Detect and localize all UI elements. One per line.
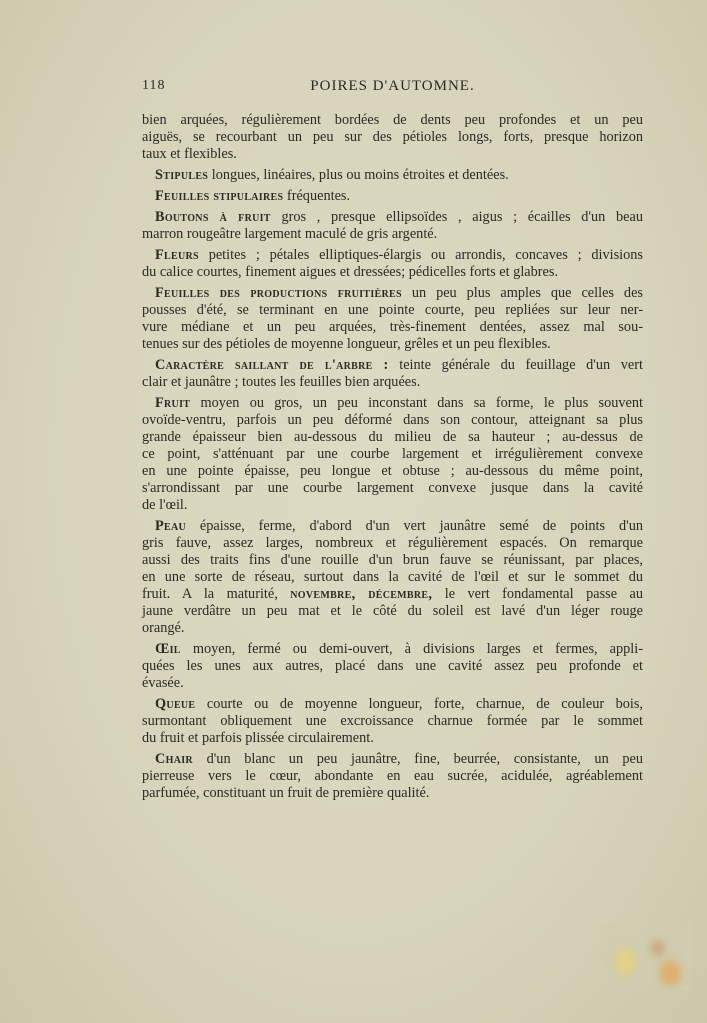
text-line xyxy=(142,768,643,785)
line-text: quées les unes aux autres, placé dans une cavité assez peu profonde et xyxy=(142,658,643,674)
text-line xyxy=(142,603,643,620)
paragraph xyxy=(142,188,643,205)
text-line xyxy=(142,209,643,226)
line-text: taux et flexibles. xyxy=(142,146,237,162)
line-text: parfumée, constituant un fruit de première qualité. xyxy=(142,785,430,801)
line-text: teinte générale du feuillage d'un vert xyxy=(388,357,644,373)
line-text: bien arquées, régulièrement bordées de dents peu profondes et un peu xyxy=(142,112,643,128)
paragraph xyxy=(142,357,643,391)
text-line xyxy=(142,412,643,429)
line-text: du calice courtes, finement aigues et dressées; pédicelles forts et glabres. xyxy=(142,264,559,280)
line-text: ovoïde-ventru, parfois un peu déformé dans son contour, atteignant sa plus xyxy=(142,412,643,428)
emphasized-text: novembre, décembre, xyxy=(290,586,433,602)
paragraph xyxy=(142,247,643,281)
text-line xyxy=(142,569,643,586)
paragraph-lead-term: Œil xyxy=(155,641,181,657)
text-line xyxy=(142,226,643,243)
line-text: pierreuse vers le cœur, abondante en eau sucrée, acidulée, agréablement xyxy=(142,768,643,784)
show-through-pear-illustration xyxy=(601,926,691,990)
paragraph-lead-term: Feuilles stipulaires xyxy=(155,188,284,204)
text-line xyxy=(142,357,643,374)
text-line xyxy=(142,751,643,768)
paragraph xyxy=(142,751,643,802)
paragraph xyxy=(142,696,643,747)
text-line xyxy=(142,535,643,552)
text-line xyxy=(142,146,643,163)
text-line xyxy=(142,785,643,802)
paragraph-lead-term: Fleurs xyxy=(155,247,199,263)
line-text: le vert fondamental passe au xyxy=(432,586,643,602)
line-text: longues, linéaires, plus ou moins étroites et dentées. xyxy=(208,167,509,183)
text-line xyxy=(142,713,643,730)
line-text: fréquentes. xyxy=(283,188,351,204)
paragraph-lead-term: Feuilles des productions fruitières xyxy=(155,285,402,301)
line-text: petites ; pétales elliptiques-élargis ou arrondis, concaves ; divisions xyxy=(198,247,643,263)
paragraph-lead-term: Boutons à fruit xyxy=(155,209,271,225)
line-text: orangé. xyxy=(142,620,185,636)
paragraph xyxy=(142,518,643,637)
page-header xyxy=(142,78,643,100)
line-text: gris fauve, assez larges, nombreux et régulièrement espacés. On remarque xyxy=(142,535,643,551)
text-line xyxy=(142,518,643,535)
line-text: de l'œil. xyxy=(142,497,188,513)
text-line xyxy=(142,302,643,319)
page-number: 118 xyxy=(142,78,166,93)
line-text: un peu plus amples que celles des xyxy=(401,285,643,301)
text-line xyxy=(142,285,643,302)
text-line xyxy=(142,319,643,336)
line-text: ce point, s'atténuant par une courbe largement et irrégulièrement convexe xyxy=(142,446,643,462)
paragraph xyxy=(142,395,643,514)
paragraph xyxy=(142,285,643,353)
line-text: s'arrondissant par une courbe largement convexe jusque dans la cavité xyxy=(142,480,643,496)
text-line xyxy=(142,446,643,463)
text-line xyxy=(142,730,643,747)
line-text: aussi des traits fins d'une rouille d'un brun fauve se réunissant, par places, xyxy=(142,552,643,568)
paragraph xyxy=(142,167,643,184)
text-line xyxy=(142,641,643,658)
line-text: grande épaisseur bien au-dessous du milieu de sa hauteur ; au-dessus de xyxy=(142,429,643,445)
line-text: pousses d'été, se terminant en une pointe courte, peu repliées sur leur ner- xyxy=(142,302,643,318)
text-line xyxy=(142,188,643,205)
line-text: courte ou de moyenne longueur, forte, charnue, de couleur bois, xyxy=(195,696,643,712)
line-text: fruit. A la maturité, xyxy=(142,586,291,602)
paragraph-lead-term: Chair xyxy=(155,751,193,767)
line-text: vure médiane et un peu arquées, très-finement dentées, assez mal sou- xyxy=(142,319,643,335)
text-line xyxy=(142,696,643,713)
line-text: en une sorte de réseau, surtout dans la cavité de l'œil et sur le sommet du xyxy=(142,569,643,585)
paragraph xyxy=(142,112,643,163)
page-body xyxy=(142,112,643,802)
line-text: en une pointe épaisse, peu longue et obtuse ; au-dessous du même point, xyxy=(142,463,643,479)
text-line xyxy=(142,264,643,281)
line-text: surmontant obliquement une excroissance charnue formée par le sommet xyxy=(142,713,643,729)
line-text: d'un blanc un peu jaunâtre, fine, beurrée, consistante, un peu xyxy=(192,751,643,767)
line-text: tenues sur des pétioles de moyenne longueur, grêles et un peu flexibles. xyxy=(142,336,551,352)
line-text: évasée. xyxy=(142,675,184,691)
text-line xyxy=(142,497,643,514)
text-line xyxy=(142,112,643,129)
line-text: clair et jaunâtre ; toutes les feuilles bien arquées. xyxy=(142,374,421,390)
text-line xyxy=(142,675,643,692)
text-line xyxy=(142,620,643,637)
text-line xyxy=(142,463,643,480)
text-line xyxy=(142,480,643,497)
paragraph-lead-term: Caractère saillant de l'arbre : xyxy=(155,357,389,373)
text-line xyxy=(142,395,643,412)
book-page xyxy=(142,78,643,806)
line-text: marron rougeâtre largement maculé de gris argenté. xyxy=(142,226,438,242)
text-line xyxy=(142,586,643,603)
paragraph xyxy=(142,641,643,692)
text-line xyxy=(142,167,643,184)
paragraph-lead-term: Peau xyxy=(155,518,187,534)
line-text: moyen ou gros, un peu inconstant dans sa forme, le plus souvent xyxy=(190,395,643,411)
paragraph-lead-term: Queue xyxy=(155,696,196,712)
line-text: aiguës, se recourbant un peu sur des pétioles longs, forts, presque horizon xyxy=(142,129,643,145)
paragraph xyxy=(142,209,643,243)
line-text: gros , presque ellipsoïdes , aigus ; écailles d'un beau xyxy=(270,209,643,225)
line-text: jaune verdâtre un peu mat et le côté du soleil est lavé d'un léger rouge xyxy=(142,603,643,619)
running-title: POIRES D'AUTOMNE. xyxy=(310,78,475,94)
text-line xyxy=(142,552,643,569)
text-line xyxy=(142,658,643,675)
line-text: épaisse, ferme, d'abord d'un vert jaunâtre semé de points d'un xyxy=(186,518,643,534)
line-text: moyen, fermé ou demi-ouvert, à divisions larges et fermes, appli- xyxy=(180,641,643,657)
line-text: du fruit et parfois plissée circulairement. xyxy=(142,730,374,746)
paragraph-lead-term: Fruit xyxy=(155,395,191,411)
text-line xyxy=(142,374,643,391)
text-line xyxy=(142,336,643,353)
text-line xyxy=(142,129,643,146)
paragraph-lead-term: Stipules xyxy=(155,167,209,183)
text-line xyxy=(142,247,643,264)
text-line xyxy=(142,429,643,446)
